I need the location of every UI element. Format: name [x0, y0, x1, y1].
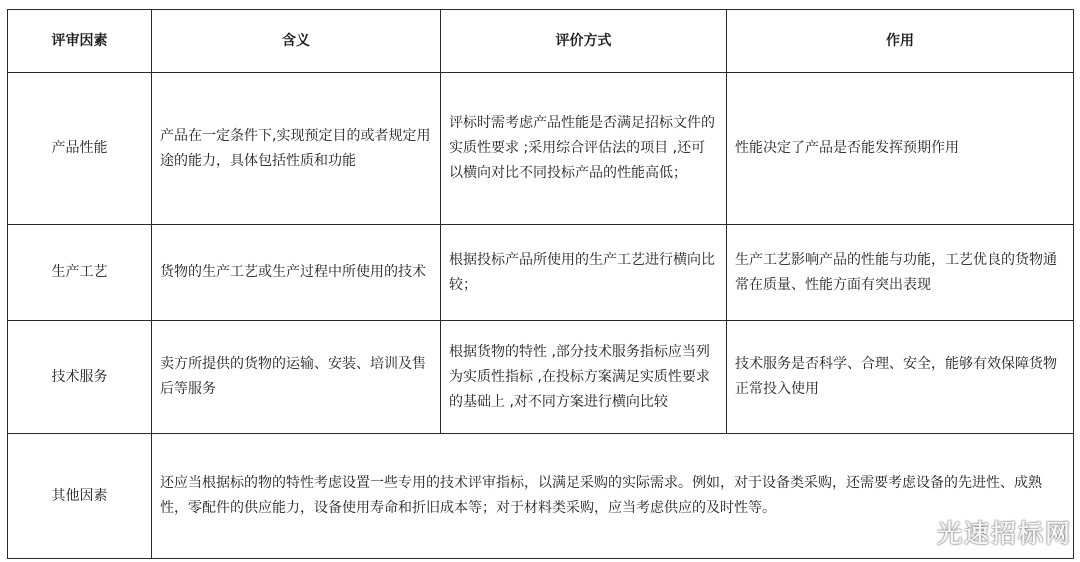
row-evaluation: 评标时需考虑产品性能是否满足招标文件的实质性要求 ;采用综合评估法的项目 ,还可以横向对比不同投标产品的性能高低； — [441, 73, 727, 225]
table-row-other — [8, 434, 1074, 559]
header-factor: 评审因素 — [8, 10, 152, 73]
document-table-container — [7, 9, 1073, 558]
row-evaluation: 根据投标产品所使用的生产工艺进行横向比较； — [441, 225, 727, 321]
row-evaluation: 根据货物的特性 ,部分技术服务指标应当列为实质性指标 ,在投标方案满足实质性要求的基础上 ,对不同方案进行横向比较 — [441, 321, 727, 434]
row-factor: 生产工艺 — [8, 225, 152, 321]
header-meaning: 含义 — [152, 10, 441, 73]
row-factor: 技术服务 — [8, 321, 152, 434]
table-row — [8, 225, 1074, 321]
header-evaluation: 评价方式 — [441, 10, 727, 73]
evaluation-factors-table — [7, 9, 1074, 559]
row-meaning: 产品在一定条件下,实现预定目的或者规定用途的能力，具体包括性质和功能 — [152, 73, 441, 225]
row-factor: 其他因素 — [8, 434, 152, 559]
table-row — [8, 73, 1074, 225]
row-role: 技术服务是否科学、合理、安全，能够有效保障货物正常投入使用 — [727, 321, 1074, 434]
row-factor: 产品性能 — [8, 73, 152, 225]
header-row — [8, 10, 1074, 73]
table-row — [8, 321, 1074, 434]
row-role: 生产工艺影响产品的性能与功能，工艺优良的货物通常在质量、性能方面有突出表现 — [727, 225, 1074, 321]
row-other-description: 还应当根据标的物的特性考虑设置一些专用的技术评审指标，以满足采购的实际需求。例如，对于设备类采购，还需要考虑设备的先进性、成熟性，零配件的供应能力，设备使用寿命和折旧成本等；对于材料类采购，应当考虑供应的及时性等。 — [152, 434, 1074, 559]
header-role: 作用 — [727, 10, 1074, 73]
watermark-text: 光速招标网 — [936, 519, 1072, 548]
row-role: 性能决定了产品是否能发挥预期作用 — [727, 73, 1074, 225]
row-meaning: 卖方所提供的货物的运输、安装、培训及售后等服务 — [152, 321, 441, 434]
row-meaning: 货物的生产工艺或生产过程中所使用的技术 — [152, 225, 441, 321]
